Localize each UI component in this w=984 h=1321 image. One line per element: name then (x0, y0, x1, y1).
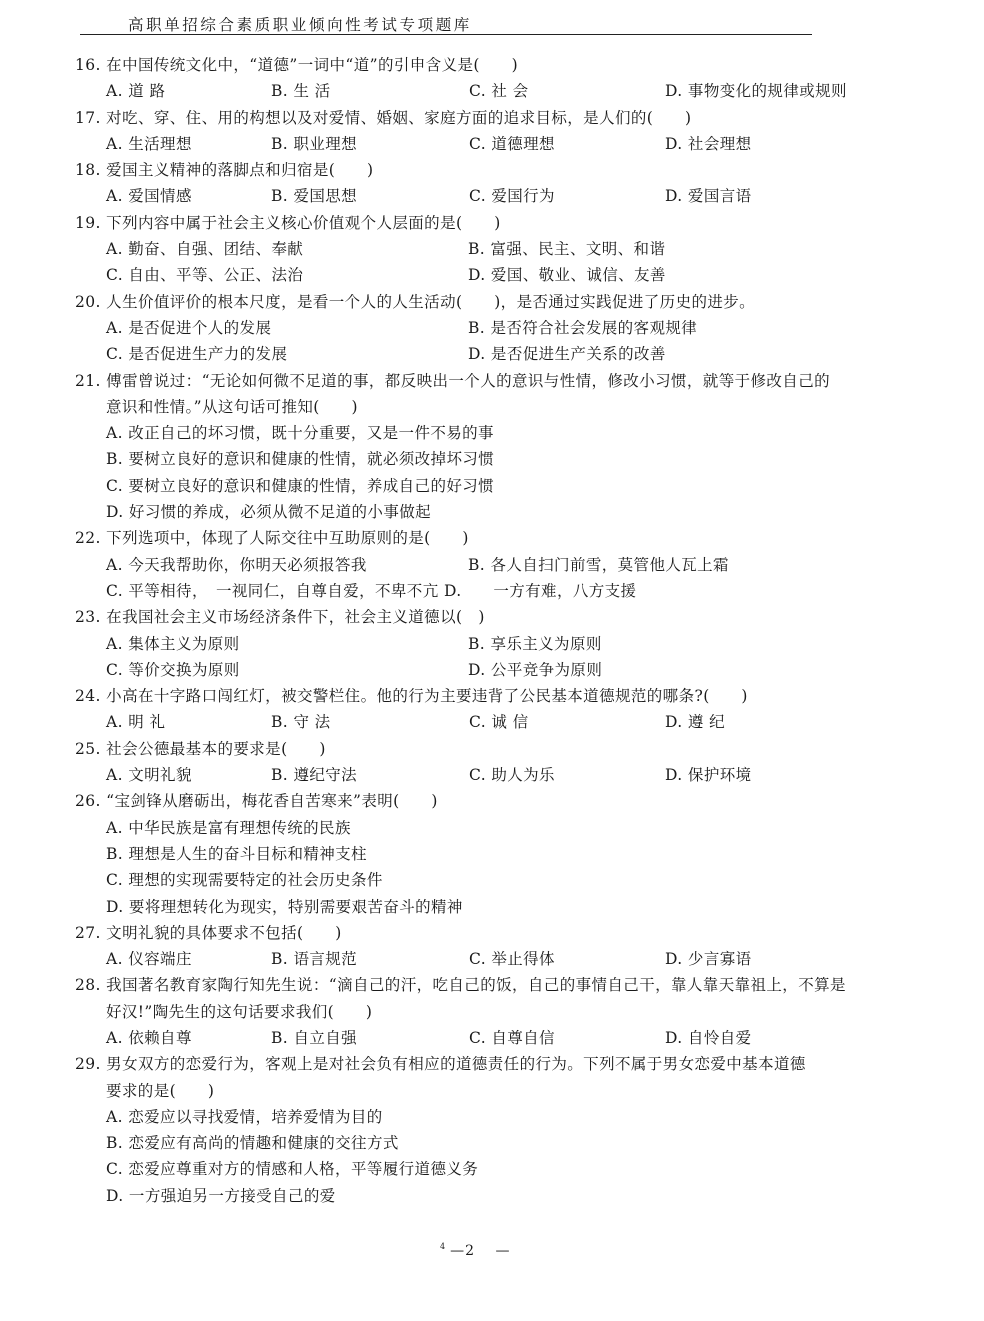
options-row (75, 657, 905, 683)
option-c: C. 爱国行为 (469, 187, 555, 206)
option-c: C. 等价交换为原则 (106, 660, 240, 679)
question-stem-line-2: 好汉!”陶先生的这句话要求我们( ) (106, 1002, 373, 1021)
option-c-d: C. 平等相待， 一视同仁，自尊自爱，不卑不亢 D. 一方有难，八方支援 (106, 581, 637, 600)
option-a: A. 今天我帮助你，你明天必须报答我 (106, 555, 367, 574)
question-stem-line-2: 要求的是( ) (106, 1081, 215, 1100)
option-a: A. 仪容端庄 (106, 950, 192, 969)
question-stem: 25. 社会公德最基本的要求是( ) (75, 739, 326, 758)
option-d: D. 好习惯的养成，必须从微不足道的小事做起 (106, 503, 432, 522)
question-stem: 19. 下列内容中属于社会主义核心价值观个人层面的是( ) (75, 213, 501, 232)
question-list (75, 52, 905, 1209)
options-row (75, 183, 905, 209)
option-a: A. 集体主义为原则 (106, 634, 240, 653)
options-row (75, 236, 905, 262)
option-a: A. 勤奋、自强、团结、奉献 (106, 240, 304, 259)
option-a: A. 生活理想 (106, 134, 192, 153)
question-25 (75, 736, 905, 789)
question-22 (75, 525, 905, 604)
question-stem-line-1: 21. 傅雷曾说过：“无论如何微不足道的事，都反映出一个人的意识与性情，修改小习惯，就等于修改自己的 (75, 371, 831, 390)
option-b: B. 是否符合社会发展的客观规律 (468, 318, 698, 337)
options-row (75, 762, 905, 788)
option-c: C. 自尊自信 (469, 1028, 555, 1047)
options-row (75, 552, 905, 578)
question-stem: 20. 人生价值评价的根本尺度，是看一个人的人生活动( )，是否通过实践促进了历史的进步。 (75, 292, 756, 311)
option-c: C. 助人为乐 (469, 766, 555, 785)
question-stem: 26. “宝剑锋从磨砺出，梅花香自苦寒来”表明( ) (75, 792, 438, 811)
option-c: C. 恋爱应尊重对方的情感和人格，平等履行道德义务 (106, 1160, 479, 1179)
question-stem: 23. 在我国社会主义市场经济条件下，社会主义道德以( ) (75, 608, 485, 627)
question-stem: 24. 小高在十字路口闯红灯，被交警栏住。他的行为主要违背了公民基本道德规范的哪条?( ) (75, 687, 748, 706)
question-stem: 16. 在中国传统文化中，“道德”一词中“道”的引申含义是( ) (75, 56, 519, 74)
option-b: B. 语言规范 (271, 950, 358, 969)
option-d: D. 一方强迫另一方接受自己的爱 (106, 1186, 336, 1205)
question-26 (75, 788, 905, 919)
header-title: 高职单招综合素质职业倾向性考试专项题库 (128, 16, 472, 34)
option-b: B. 理想是人生的奋斗目标和精神支柱 (106, 844, 367, 863)
question-stem: 17. 对吃、穿、住、用的构想以及对爱情、婚姻、家庭方面的追求目标，是人们的( ) (75, 108, 692, 127)
footer-tick: 4 (440, 1242, 447, 1251)
option-b: B. 自立自强 (271, 1028, 358, 1047)
options-row (75, 315, 905, 341)
options-row (75, 709, 905, 735)
option-b: B. 守 法 (271, 713, 331, 732)
option-c: C. 理想的实现需要特定的社会历史条件 (106, 871, 383, 890)
question-20 (75, 289, 905, 368)
options-row (75, 262, 905, 288)
option-a: A. 是否促进个人的发展 (106, 318, 272, 337)
question-stem-line-1: 28. 我国著名教育家陶行知先生说：“滴自己的汗，吃自己的饭，自己的事情自己干，靠人靠天靠祖上，不算是 (75, 976, 846, 995)
options-row (75, 341, 905, 367)
option-d: D. 遵 纪 (665, 713, 726, 732)
question-28 (75, 972, 905, 1051)
options-row (75, 946, 905, 972)
question-stem: 22. 下列选项中，体现了人际交往中互助原则的是( ) (75, 529, 469, 548)
question-19 (75, 210, 905, 289)
option-b: B. 要树立良好的意识和健康的性情，就必须改掉坏习惯 (106, 450, 495, 469)
option-d: D. 保护环境 (665, 766, 752, 785)
question-16 (75, 52, 905, 105)
option-b: B. 爱国思想 (271, 187, 358, 206)
page-footer (440, 1240, 510, 1260)
option-d: D. 社会理想 (665, 134, 752, 153)
option-d: D. 事物变化的规律或规则 (665, 82, 847, 101)
option-d: D. 爱国、敬业、诚信、友善 (468, 266, 666, 285)
option-c: C. 诚 信 (469, 713, 529, 732)
option-a: A. 道 路 (106, 82, 166, 101)
option-b: B. 恋爱应有高尚的情趣和健康的交往方式 (106, 1134, 399, 1153)
option-d: D. 是否促进生产关系的改善 (468, 345, 666, 364)
option-c: C. 自由、平等、公正、法治 (106, 266, 304, 285)
question-stem: 27. 文明礼貌的具体要求不包括( ) (75, 923, 342, 942)
option-a: A. 恋爱应以寻找爱情，培养爱情为目的 (106, 1107, 383, 1126)
options-row (75, 631, 905, 657)
option-c: C. 要树立良好的意识和健康的性情，养成自己的好习惯 (106, 476, 495, 495)
question-stem: 18. 爱国主义精神的落脚点和归宿是( ) (75, 161, 374, 180)
option-a: A. 依赖自尊 (106, 1028, 192, 1047)
option-b: B. 遵纪守法 (271, 766, 358, 785)
option-d: D. 要将理想转化为现实，特别需要艰苦奋斗的精神 (106, 897, 463, 916)
question-18 (75, 157, 905, 210)
options-row (75, 131, 905, 157)
option-a: A. 改正自己的坏习惯，既十分重要，又是一件不易的事 (106, 424, 494, 443)
option-c: C. 社 会 (469, 82, 529, 101)
option-a: A. 明 礼 (106, 713, 166, 732)
option-b: B. 享乐主义为原则 (468, 634, 602, 653)
option-d: D. 自怜自爱 (665, 1028, 752, 1047)
option-d: D. 公平竞争为原则 (468, 660, 603, 679)
options-row (75, 78, 905, 104)
options-row (75, 1025, 905, 1051)
question-24 (75, 683, 905, 736)
question-17 (75, 105, 905, 158)
option-b: B. 生 活 (271, 82, 331, 101)
option-d: D. 少言寡语 (665, 950, 752, 969)
option-b: B. 富强、民主、文明、和谐 (468, 240, 666, 259)
question-29 (75, 1051, 905, 1209)
option-d: D. 爱国言语 (665, 187, 752, 206)
question-23 (75, 604, 905, 683)
option-a: A. 文明礼貌 (106, 766, 192, 785)
question-stem-line-1: 29. 男女双方的恋爱行为，客观上是对社会负有相应的道德责任的行为。下列不属于男女恋爱中基本道德 (75, 1055, 806, 1074)
option-c: C. 道德理想 (469, 134, 555, 153)
option-a: A. 中华民族是富有理想传统的民族 (106, 818, 351, 837)
page-header (80, 6, 812, 35)
option-b: B. 各人自扫门前雪，莫管他人瓦上霜 (468, 555, 729, 574)
question-27 (75, 920, 905, 973)
option-a: A. 爱国情感 (106, 187, 192, 206)
option-c: C. 是否促进生产力的发展 (106, 345, 288, 364)
question-21 (75, 368, 905, 526)
option-b: B. 职业理想 (271, 134, 358, 153)
question-stem-line-2: 意识和性情。”从这句话可推知( ) (106, 397, 358, 416)
option-c: C. 举止得体 (469, 950, 555, 969)
page-number: —2 — (450, 1243, 511, 1259)
